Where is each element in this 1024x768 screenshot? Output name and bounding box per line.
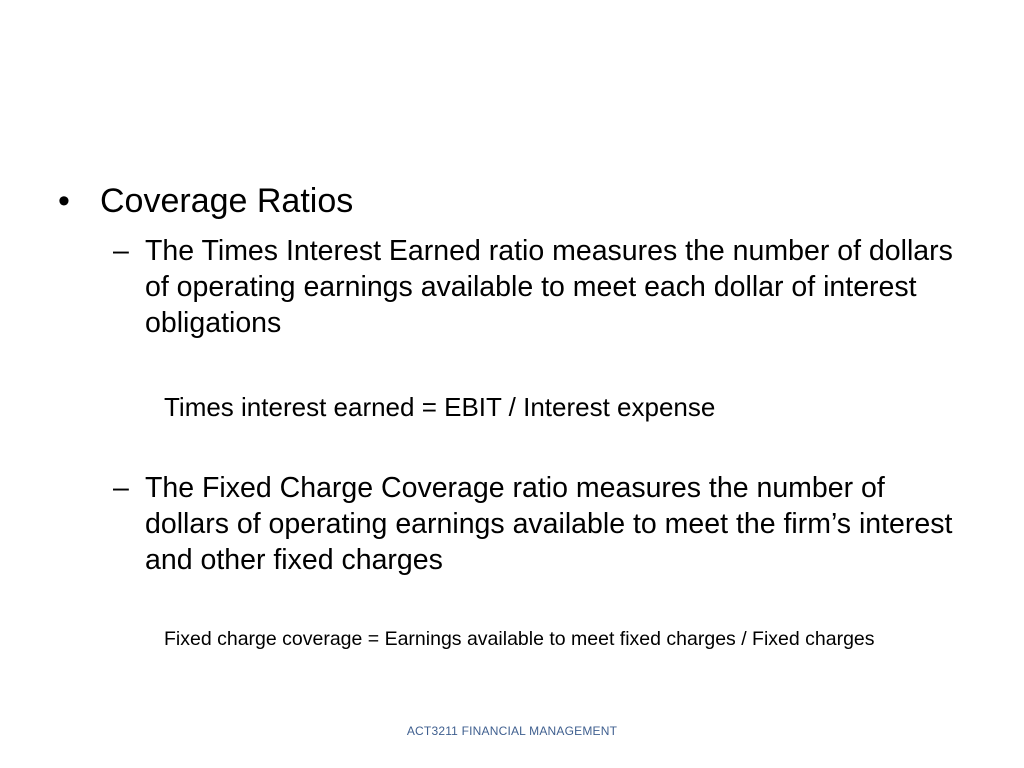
bullet-marker: •	[58, 182, 70, 220]
formula-fixed-charge-coverage: Fixed charge coverage = Earnings available to meet fixed charges / Fixed charges	[164, 628, 875, 650]
sub-bullet-text: The Fixed Charge Coverage ratio measures the number of dollars of operating earnings available to meet the firm’s interest and other fixed charges	[145, 472, 953, 576]
sub-bullet-times-interest-earned	[113, 233, 983, 341]
dash-marker: –	[113, 472, 129, 504]
bullet-coverage-ratios	[58, 180, 353, 222]
dash-marker: –	[113, 235, 129, 267]
sub-bullet-text: The Times Interest Earned ratio measures the number of dollars of operating earnings available to meet each dollar of interest obligations	[145, 235, 953, 339]
sub-bullet-fixed-charge-coverage	[113, 470, 983, 578]
formula-times-interest-earned: Times interest earned = EBIT / Interest expense	[164, 392, 716, 422]
slide-footer: ACT3211 FINANCIAL MANAGEMENT	[406, 724, 618, 738]
bullet-text: Coverage Ratios	[100, 182, 354, 220]
